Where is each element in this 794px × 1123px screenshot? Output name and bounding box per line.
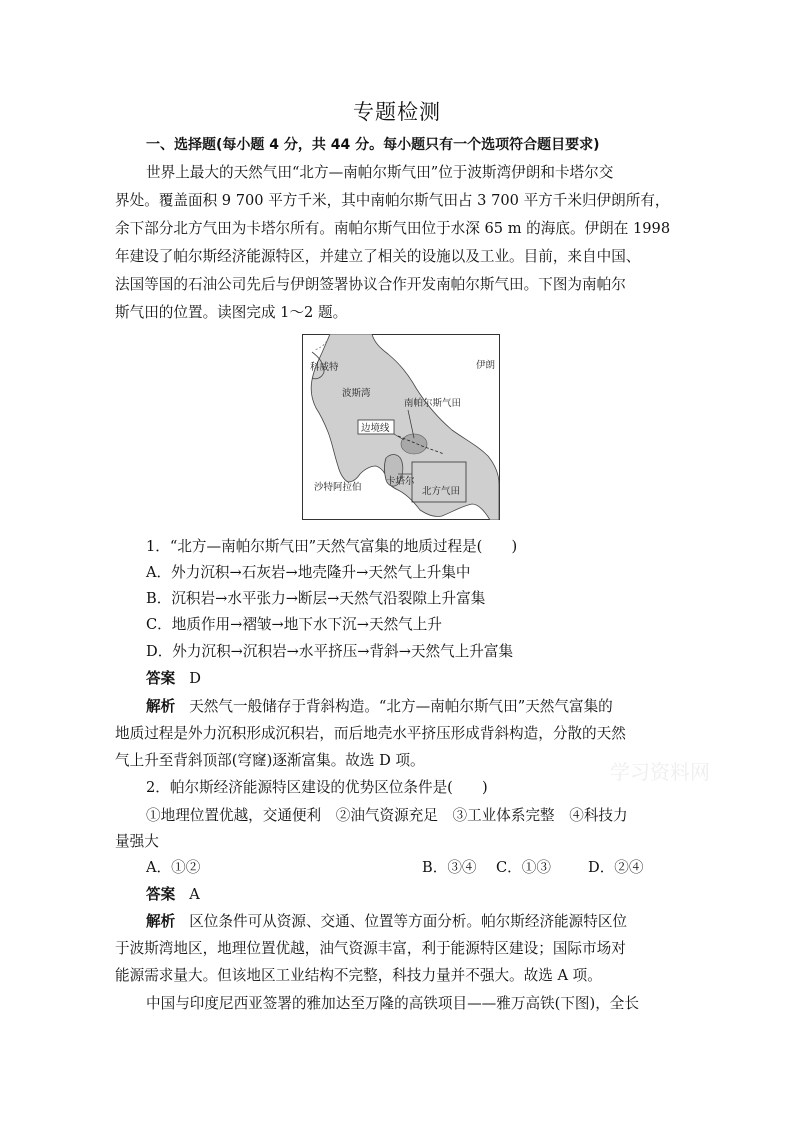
gas-field-map <box>302 334 500 520</box>
passage1-line-4: 年建设了帕尔斯经济能源特区，并建立了相关的设施以及工业。目前，来自中国、 <box>115 248 641 265</box>
q1-answer-label: 答案 <box>146 670 176 687</box>
q1-stem: 1．“北方—南帕尔斯气田”天然气富集的地质过程是( ) <box>146 538 518 555</box>
q2-option-c: C．①③ <box>496 859 551 876</box>
label-qatar: 卡塔尔 <box>386 476 415 487</box>
q2-answer-value: A <box>189 886 200 903</box>
label-iran: 伊朗 <box>476 360 496 371</box>
q2-option-a: A．①② <box>146 859 201 876</box>
passage1-line-6: 斯气田的位置。读图完成 1～2 题。 <box>115 304 348 321</box>
map-svg <box>302 334 500 520</box>
label-south-pars: 南帕尔斯气田 <box>404 398 462 409</box>
page-title: 专题检测 <box>353 100 441 124</box>
q1-analysis-line-3: 气上升至背斜顶部(穹窿)逐渐富集。故选 D 项。 <box>115 752 425 769</box>
q1-answer-row <box>146 669 680 689</box>
watermark: 学习资料网 <box>610 760 710 784</box>
label-north-field: 北方气田 <box>422 486 461 497</box>
q2-option-b: B．③④ <box>422 859 477 876</box>
label-saudi: 沙特阿拉伯 <box>314 482 362 493</box>
q1-analysis-row <box>146 697 680 717</box>
q2-option-d: D．②④ <box>588 859 644 876</box>
label-kuwait: 科威特 <box>310 362 339 373</box>
q2-stem: 2．帕尔斯经济能源特区建设的优势区位条件是( ) <box>146 779 488 796</box>
q1-answer-value: D <box>189 670 201 687</box>
q1-option-b: B．沉积岩→水平张力→断层→天然气沿裂隙上升富集 <box>146 590 486 607</box>
q2-analysis-line-1: 区位条件可从资源、交通、位置等方面分析。帕尔斯经济能源特区位 <box>189 913 628 930</box>
passage1-line-5: 法国等国的石油公司先后与伊朗签署协议合作开发南帕尔斯气田。下图为南帕尔 <box>115 276 626 293</box>
q1-analysis-line-2: 地质过程是外力沉积形成沉积岩，而后地壳水平挤压形成背斜构造，分散的天然 <box>115 725 626 742</box>
q1-analysis-label: 解析 <box>146 698 176 715</box>
q1-option-a: A．外力沉积→石灰岩→地壳隆升→天然气上升集中 <box>146 564 471 581</box>
label-gulf: 波斯湾 <box>342 388 371 399</box>
q1-option-d: D．外力沉积→沉积岩→水平挤压→背斜→天然气上升富集 <box>146 643 514 660</box>
q2-analysis-line-3: 能源需求量大。但该地区工业结构不完整，科技力量并不强大。故选 A 项。 <box>115 967 602 984</box>
q1-analysis-line-1: 天然气一般储存于背斜构造。“北方—南帕尔斯气田”天然气富集的 <box>189 698 613 715</box>
passage1-line-3: 余下部分北方气田为卡塔尔所有。南帕尔斯气田位于水深 65 m 的海底。伊朗在 1998 <box>115 220 671 237</box>
label-border: 边境线 <box>361 423 390 434</box>
q2-answer-row <box>146 885 680 905</box>
q1-option-c: C．地质作用→褶皱→地下水下沉→天然气上升 <box>146 616 442 633</box>
section-heading: 一、选择题(每小题 4 分，共 44 分。每小题只有一个选项符合题目要求) <box>146 137 600 153</box>
q2-analysis-row <box>146 912 680 932</box>
passage1-line-1: 世界上最大的天然气田“北方—南帕尔斯气田”位于波斯湾伊朗和卡塔尔交 <box>146 164 614 181</box>
q2-conditions-line-2: 量强大 <box>115 833 159 850</box>
passage2-line-1: 中国与印度尼西亚签署的雅加达至万隆的高铁项目——雅万高铁(下图)，全长 <box>146 995 639 1012</box>
q2-analysis-label: 解析 <box>146 913 176 930</box>
q2-answer-label: 答案 <box>146 886 176 903</box>
q2-analysis-line-2: 于波斯湾地区，地理位置优越，油气资源丰富，利于能源特区建设；国际市场对 <box>115 940 626 957</box>
q2-conditions-line-1: ①地理位置优越，交通便利 ②油气资源充足 ③工业体系完整 ④科技力 <box>146 807 628 824</box>
passage1-line-2: 界处。覆盖面积 9 700 平方千米，其中南帕尔斯气田占 3 700 平方千米归伊朗所有， <box>115 192 670 209</box>
